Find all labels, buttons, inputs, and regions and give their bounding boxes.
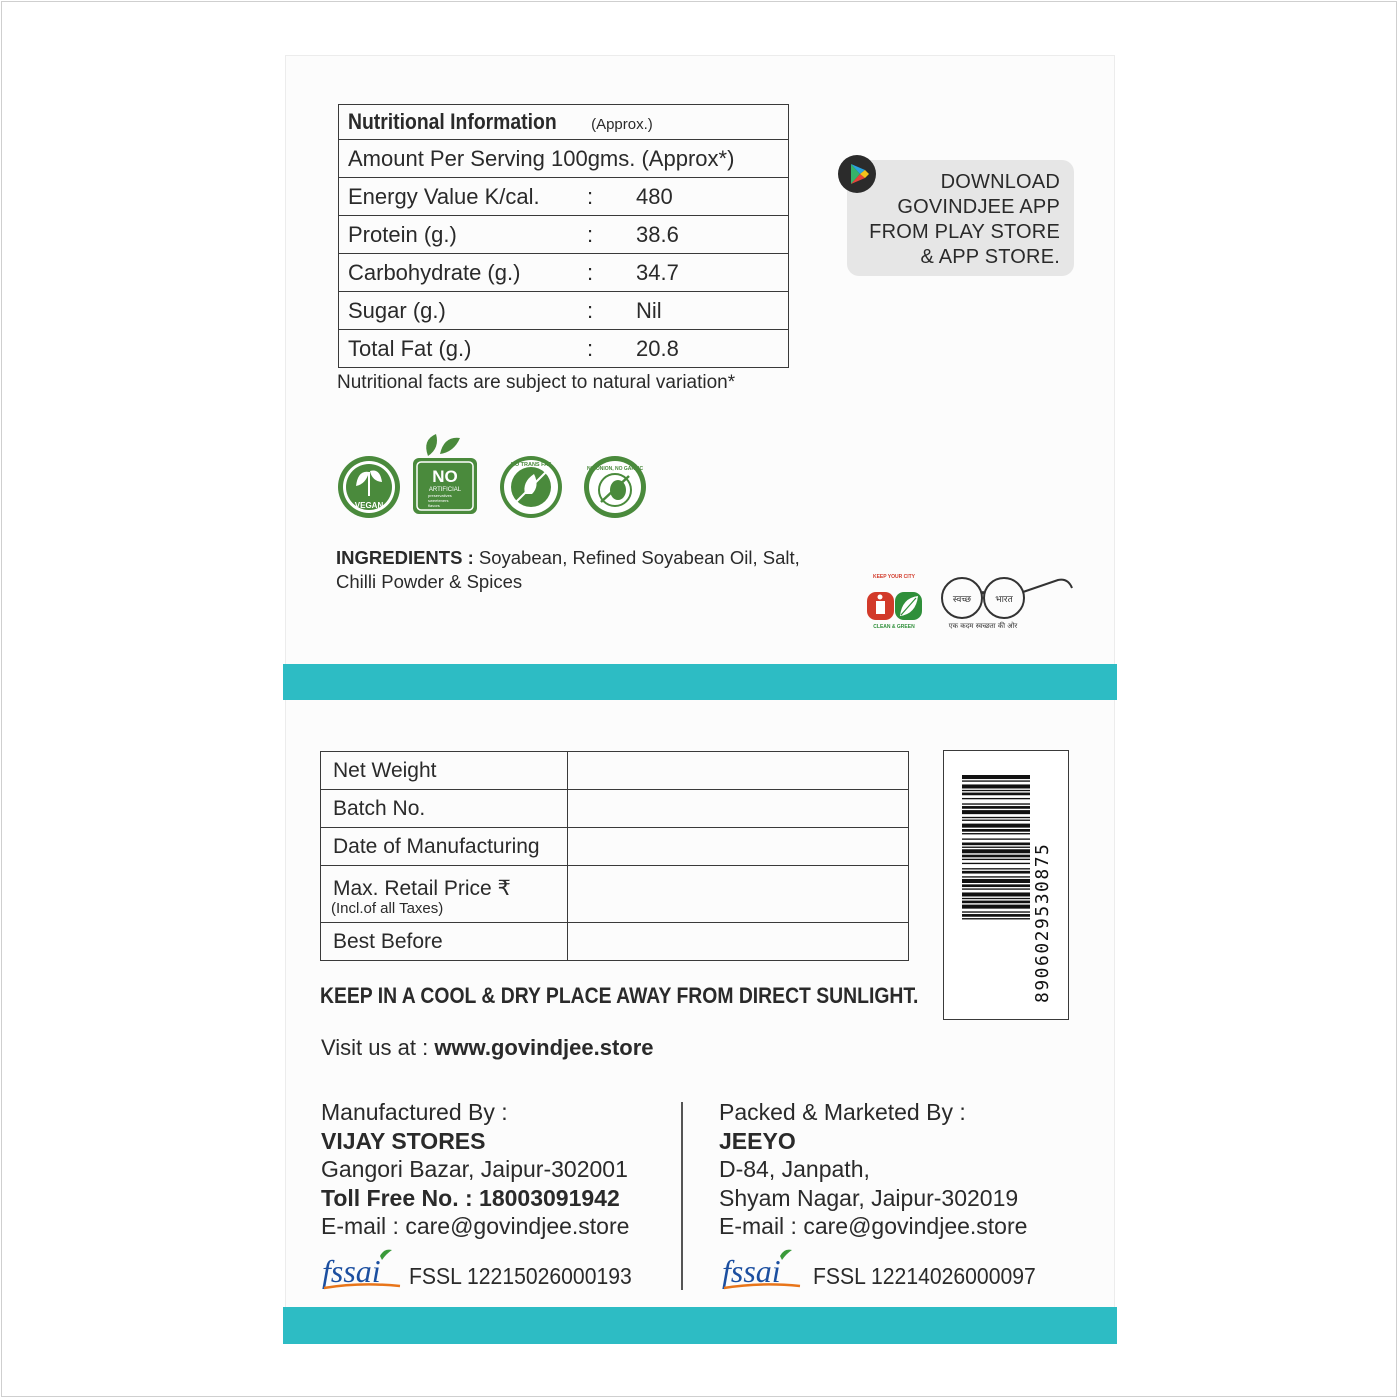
details-label-mrp [321, 866, 568, 923]
cleanliness-logos [862, 568, 1076, 634]
manufacturer-email: E-mail : care@govindjee.store [321, 1213, 630, 1239]
manufacturer-name: VIJAY STORES [321, 1127, 486, 1154]
barcode-bar [962, 803, 1030, 804]
swachh-tagline: एक कदम स्वच्छता की ओर [948, 622, 1018, 630]
visit-line [321, 1035, 654, 1061]
nutrition-row [339, 254, 789, 292]
nutrient-sep: : [578, 330, 627, 368]
app-badge-line: & APP STORE. [920, 246, 1060, 268]
barcode-bar [962, 838, 1030, 839]
app-badge-line: GOVINDJEE APP [897, 196, 1060, 218]
column-divider [681, 1102, 683, 1290]
nutrition-row [339, 292, 789, 330]
no-label: NO [432, 467, 458, 486]
barcode-bar [962, 879, 1030, 883]
download-app-badge[interactable] [847, 160, 1074, 276]
nutrient-label: Energy Value K/cal. [339, 178, 579, 216]
barcode-bar [962, 775, 1030, 779]
barcode-bar [962, 898, 1030, 899]
nutrition-row [339, 216, 789, 254]
visit-label: Visit us at : [321, 1035, 435, 1060]
svg-text:fssai: fssai [722, 1253, 781, 1289]
details-row [321, 923, 909, 961]
barcode-bar [962, 868, 1030, 869]
marketer-email: E-mail : care@govindjee.store [719, 1213, 1028, 1239]
nutrient-value: 480 [627, 178, 789, 216]
nutrient-value: 20.8 [627, 330, 789, 368]
barcode-bar [962, 847, 1030, 848]
fssai-logo [720, 1248, 804, 1294]
nutrient-label: Sugar (g.) [339, 292, 579, 330]
details-value [568, 752, 909, 790]
barcode-bar [962, 876, 1030, 877]
artificial-label: ARTIFICIAL [428, 487, 462, 493]
barcode-bar [962, 784, 1030, 788]
nutrition-title: Nutritional Information [348, 109, 557, 134]
nutrient-sep: : [578, 178, 627, 216]
barcode-bar [962, 833, 1030, 834]
app-badge-line: FROM PLAY STORE [869, 221, 1060, 243]
marketer-name: JEEYO [719, 1127, 796, 1154]
fssai-logo [320, 1248, 404, 1294]
nutrition-title-row [339, 105, 789, 140]
website-link[interactable]: www.govindjee.store [434, 1035, 654, 1060]
manufacturer-block [321, 1098, 629, 1241]
app-badge-line: DOWNLOAD [940, 171, 1060, 193]
barcode-bar [962, 905, 1030, 909]
nutrition-row [339, 178, 789, 216]
details-label: Net Weight [321, 752, 568, 790]
details-row [321, 828, 909, 866]
fssl-license-manufacturer: FSSL 12215026000193 [409, 1263, 632, 1289]
nutrient-value: 38.6 [627, 216, 789, 254]
barcode-bar [962, 793, 1030, 796]
barcode-bar [962, 817, 1030, 818]
barcode-bar [962, 884, 1030, 887]
svg-text:preservatives: preservatives [428, 493, 452, 498]
barcode-bar [962, 824, 1030, 828]
details-value [568, 790, 909, 828]
clean-green-logo [867, 570, 922, 630]
nutrient-sep: : [578, 292, 627, 330]
svg-text:sweeteners: sweeteners [428, 498, 449, 503]
swachh-bharat-logo [942, 578, 1072, 630]
barcode-bar [962, 843, 1030, 846]
barcode-bar [962, 780, 1030, 781]
mrp-note: (Incl.of all Taxes) [331, 899, 444, 917]
barcode-bar [962, 806, 1030, 809]
barcode-bar [962, 911, 1030, 912]
product-details-table [320, 751, 909, 961]
barcode-bar [962, 810, 1030, 814]
serving-row [339, 140, 789, 178]
no-trans-fat-icon [500, 456, 562, 518]
barcode-bar [962, 888, 1030, 889]
barcode-number: 8906029530875 [1032, 842, 1053, 1003]
teal-footer-bar [283, 1307, 1117, 1344]
diet-badges [336, 430, 656, 520]
vegan-icon [338, 456, 400, 518]
details-value [568, 866, 909, 923]
details-row [321, 790, 909, 828]
barcode-bar [962, 901, 1030, 904]
barcode-bars [944, 751, 1068, 1019]
nutrition-approx: (Approx.) [591, 116, 653, 133]
marketer-address-1: D-84, Janpath, [719, 1156, 870, 1182]
ingredients-label: INGREDIENTS : [336, 547, 474, 568]
nutrient-value: Nil [627, 292, 789, 330]
teal-divider [283, 664, 1117, 700]
barcode-bar [962, 855, 1030, 858]
serving-text: Amount Per Serving 100gms. (Approx*) [339, 140, 789, 178]
nutrition-row [339, 330, 789, 368]
barcode-bar [962, 798, 1030, 799]
marketer-address-2: Shyam Nagar, Jaipur-302019 [719, 1184, 1019, 1211]
barcode [943, 750, 1069, 1020]
manufacturer-address: Gangori Bazar, Jaipur-302001 [321, 1156, 628, 1182]
marketer-block [719, 1098, 1027, 1241]
svg-text:fssai: fssai [322, 1253, 381, 1289]
barcode-bar [962, 914, 1030, 917]
fssl-license-marketer: FSSL 12214026000097 [813, 1263, 1036, 1289]
ingredients-text: Soyabean, Refined Soyabean Oil, Salt, Chilli Powder & Spices [336, 547, 800, 592]
barcode-bar [962, 790, 1030, 791]
details-label: Batch No. [321, 790, 568, 828]
barcode-bar [962, 820, 1030, 821]
storage-instruction: KEEP IN A COOL & DRY PLACE AWAY FROM DIRECT SUNLIGHT. [320, 983, 919, 1008]
nutrition-note: Nutritional facts are subject to natural variation* [337, 372, 736, 393]
mrp-label: Max. Retail Price ₹ [333, 876, 511, 900]
nutrient-label: Total Fat (g.) [339, 330, 579, 368]
barcode-bar [962, 863, 1030, 864]
nutrient-label: Carbohydrate (g.) [339, 254, 579, 292]
no-artificial-icon [413, 434, 477, 514]
manufacturer-heading: Manufactured By : [321, 1099, 508, 1125]
swachh-label: स्वच्छ [952, 595, 972, 605]
barcode-bar [962, 829, 1030, 832]
marketer-heading: Packed & Marketed By : [719, 1099, 966, 1125]
details-row [321, 752, 909, 790]
no-trans-fat-label: NO TRANS FAT [510, 462, 552, 468]
details-label: Best Before [321, 923, 568, 961]
barcode-bar [962, 892, 1030, 896]
ingredients [336, 546, 816, 594]
nutrient-label: Protein (g.) [339, 216, 579, 254]
barcode-bar [962, 871, 1030, 874]
nutrient-sep: : [578, 254, 627, 292]
nutrition-table [338, 104, 789, 368]
keep-city-label: KEEP YOUR CITY [872, 574, 916, 580]
nutrient-value: 34.7 [627, 254, 789, 292]
nutrient-sep: : [578, 216, 627, 254]
vegan-label: VEGAN [354, 501, 384, 510]
details-row [321, 866, 909, 923]
barcode-bar [962, 849, 1030, 853]
barcode-bar [962, 859, 1030, 860]
toll-free: Toll Free No. : 18003091942 [321, 1184, 620, 1211]
no-onion-garlic-icon [584, 456, 646, 518]
play-store-icon [838, 155, 876, 193]
bharat-label: भारत [995, 595, 1013, 605]
barcode-bar [962, 918, 1030, 919]
clean-green-label: CLEAN & GREEN [873, 624, 915, 630]
details-value [568, 828, 909, 866]
details-label: Date of Manufacturing [321, 828, 568, 866]
details-value [568, 923, 909, 961]
svg-text:flavors: flavors [428, 503, 440, 508]
no-onion-garlic-label: NO ONION, NO GARLIC [586, 466, 644, 472]
